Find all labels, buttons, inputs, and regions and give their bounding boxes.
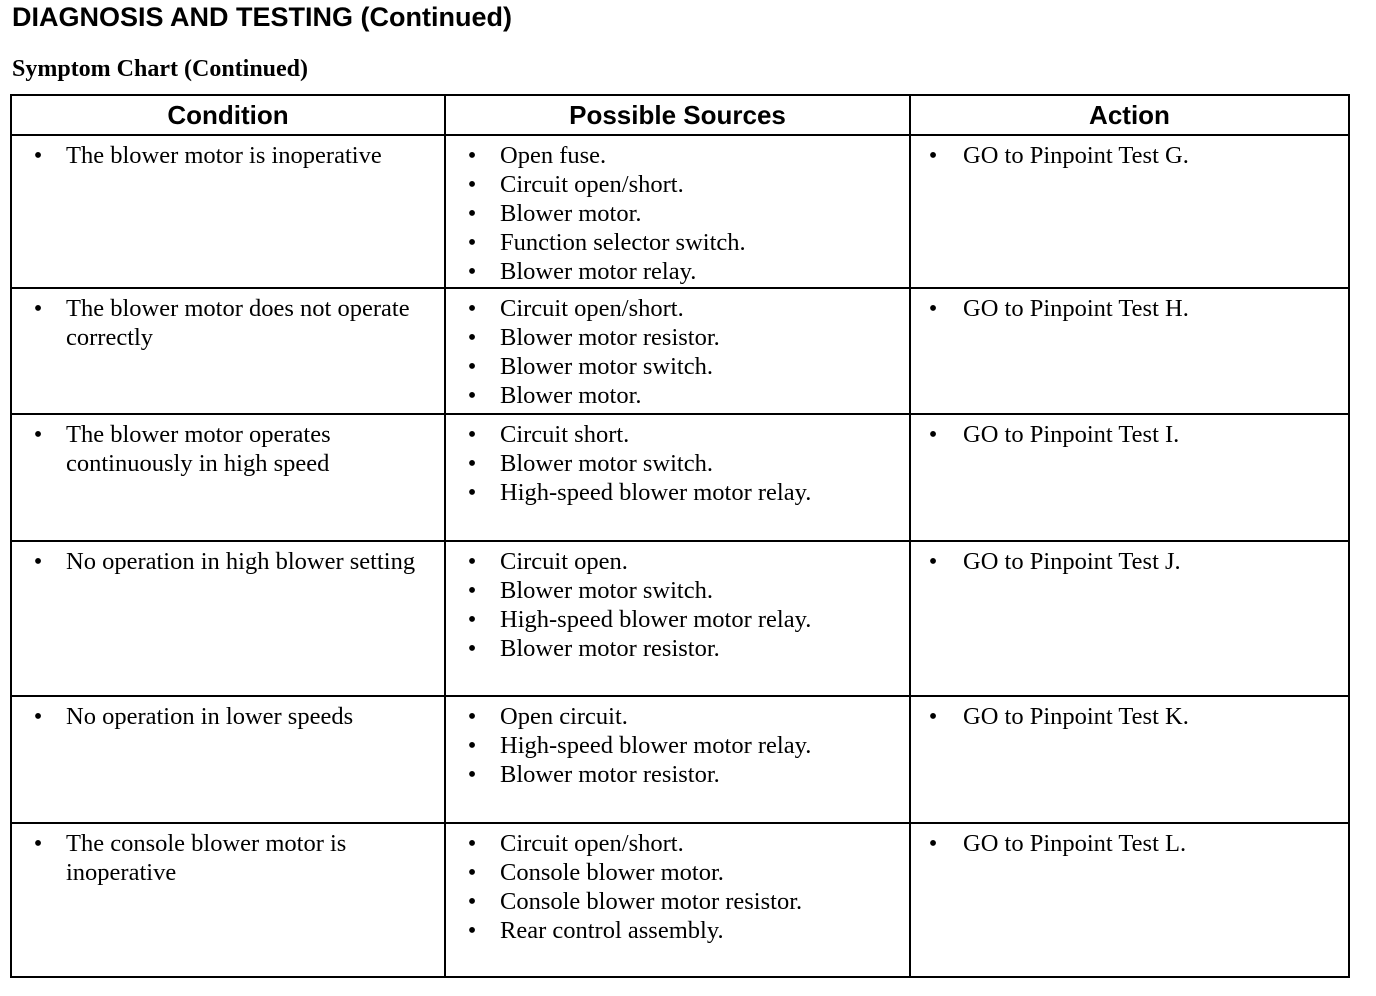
- list-item: [446, 352, 909, 381]
- list-item-text: Blower motor resistor.: [500, 324, 720, 351]
- list-item: [446, 257, 909, 286]
- list-item-text: Blower motor switch.: [500, 353, 713, 380]
- list-item-text: Circuit open/short.: [500, 171, 684, 198]
- bullet-icon: •: [467, 548, 477, 575]
- list-item: [446, 228, 909, 257]
- list-item: [446, 605, 909, 634]
- bullet-icon: •: [928, 830, 938, 857]
- bullet-icon: •: [467, 200, 477, 227]
- list-item-text: No operation in high blower setting: [66, 548, 416, 575]
- bullet-icon: •: [33, 830, 43, 857]
- table-row: [11, 541, 1349, 696]
- list-item-text: Function selector switch.: [500, 229, 746, 256]
- list-item-text: High-speed blower motor relay.: [500, 732, 812, 759]
- list-item: [12, 141, 444, 170]
- list-item: [12, 547, 444, 576]
- list-item: [446, 858, 909, 887]
- list-item: [446, 478, 909, 507]
- symptom-chart-table: [10, 94, 1350, 978]
- action-cell: [910, 135, 1349, 288]
- column-header-possible-sources: Possible Sources: [445, 95, 910, 135]
- bullet-list: [12, 547, 444, 576]
- bullet-icon: •: [467, 761, 477, 788]
- table-row: [11, 696, 1349, 823]
- list-item: [446, 449, 909, 478]
- bullet-icon: •: [928, 295, 938, 322]
- bullet-list: [911, 702, 1348, 731]
- possible-sources-cell: [445, 823, 910, 977]
- bullet-icon: •: [928, 703, 938, 730]
- list-item-text: Console blower motor.: [500, 859, 724, 886]
- list-item: [446, 576, 909, 605]
- list-item: [446, 547, 909, 576]
- bullet-list: [12, 420, 444, 478]
- symptom-chart-title: Symptom Chart (Continued): [12, 56, 309, 82]
- list-item-text: The blower motor is inoperative: [66, 142, 382, 169]
- column-header-condition: Condition: [11, 95, 445, 135]
- list-item: [446, 323, 909, 352]
- list-item-text: Rear control assembly.: [500, 917, 724, 944]
- list-item: [911, 294, 1348, 323]
- list-item-text: GO to Pinpoint Test H.: [963, 295, 1189, 322]
- list-item-text: The blower motor does not operate correctly: [66, 295, 410, 351]
- action-cell: [910, 414, 1349, 541]
- bullet-icon: •: [467, 888, 477, 915]
- table-row: [11, 135, 1349, 288]
- bullet-icon: •: [33, 548, 43, 575]
- bullet-icon: •: [33, 703, 43, 730]
- bullet-icon: •: [467, 732, 477, 759]
- action-cell: [910, 288, 1349, 414]
- list-item-text: GO to Pinpoint Test K.: [963, 703, 1189, 730]
- list-item-text: Circuit open/short.: [500, 295, 684, 322]
- bullet-icon: •: [928, 421, 938, 448]
- list-item-text: Blower motor.: [500, 200, 642, 227]
- list-item-text: Open circuit.: [500, 703, 628, 730]
- list-item: [911, 420, 1348, 449]
- bullet-list: [446, 420, 909, 507]
- list-item: [12, 294, 444, 352]
- bullet-list: [911, 829, 1348, 858]
- condition-cell: [11, 288, 445, 414]
- list-item-text: High-speed blower motor relay.: [500, 479, 812, 506]
- list-item-text: Console blower motor resistor.: [500, 888, 803, 915]
- bullet-icon: •: [467, 142, 477, 169]
- list-item: [446, 731, 909, 760]
- list-item-text: Blower motor relay.: [500, 258, 697, 285]
- bullet-icon: •: [467, 353, 477, 380]
- action-cell: [910, 696, 1349, 823]
- list-item: [12, 420, 444, 478]
- bullet-list: [911, 547, 1348, 576]
- list-item: [446, 420, 909, 449]
- list-item-text: Circuit open.: [500, 548, 628, 575]
- list-item-text: Circuit short.: [500, 421, 630, 448]
- possible-sources-cell: [445, 288, 910, 414]
- list-item: [446, 381, 909, 410]
- bullet-icon: •: [467, 606, 477, 633]
- bullet-list: [911, 141, 1348, 170]
- action-cell: [910, 823, 1349, 977]
- list-item-text: High-speed blower motor relay.: [500, 606, 812, 633]
- bullet-icon: •: [467, 171, 477, 198]
- bullet-icon: •: [33, 295, 43, 322]
- list-item-text: GO to Pinpoint Test I.: [963, 421, 1180, 448]
- list-item: [446, 829, 909, 858]
- table-row: [11, 288, 1349, 414]
- bullet-icon: •: [467, 295, 477, 322]
- possible-sources-cell: [445, 414, 910, 541]
- list-item: [12, 829, 444, 887]
- bullet-icon: •: [467, 635, 477, 662]
- bullet-icon: •: [467, 479, 477, 506]
- bullet-list: [12, 294, 444, 352]
- list-item-text: Blower motor.: [500, 382, 642, 409]
- bullet-list: [446, 141, 909, 286]
- list-item: [446, 634, 909, 663]
- possible-sources-cell: [445, 696, 910, 823]
- list-item: [446, 760, 909, 789]
- bullet-list: [446, 829, 909, 945]
- list-item-text: Open fuse.: [500, 142, 607, 169]
- list-item-text: Blower motor switch.: [500, 450, 713, 477]
- list-item: [446, 916, 909, 945]
- list-item: [446, 702, 909, 731]
- bullet-icon: •: [467, 258, 477, 285]
- list-item: [446, 294, 909, 323]
- list-item: [12, 702, 444, 731]
- bullet-icon: •: [33, 142, 43, 169]
- list-item-text: GO to Pinpoint Test J.: [963, 548, 1181, 575]
- bullet-icon: •: [467, 450, 477, 477]
- list-item: [911, 547, 1348, 576]
- condition-cell: [11, 541, 445, 696]
- bullet-list: [12, 829, 444, 887]
- list-item: [911, 829, 1348, 858]
- list-item: [446, 141, 909, 170]
- possible-sources-cell: [445, 135, 910, 288]
- action-cell: [910, 541, 1349, 696]
- list-item-text: The console blower motor is inoperative: [66, 830, 347, 886]
- list-item-text: Blower motor resistor.: [500, 761, 720, 788]
- bullet-icon: •: [33, 421, 43, 448]
- bullet-list: [911, 294, 1348, 323]
- bullet-list: [446, 547, 909, 663]
- column-header-action: Action: [910, 95, 1349, 135]
- bullet-icon: •: [467, 703, 477, 730]
- list-item: [911, 141, 1348, 170]
- bullet-icon: •: [467, 830, 477, 857]
- table-row: [11, 823, 1349, 977]
- bullet-list: [446, 294, 909, 410]
- possible-sources-cell: [445, 541, 910, 696]
- bullet-icon: •: [467, 382, 477, 409]
- page-title: DIAGNOSIS AND TESTING (Continued): [12, 2, 512, 32]
- list-item-text: GO to Pinpoint Test G.: [963, 142, 1189, 169]
- bullet-icon: •: [928, 142, 938, 169]
- list-item: [446, 887, 909, 916]
- list-item-text: No operation in lower speeds: [66, 703, 354, 730]
- condition-cell: [11, 696, 445, 823]
- list-item-text: Blower motor resistor.: [500, 635, 720, 662]
- bullet-list: [911, 420, 1348, 449]
- table-header-row: [11, 95, 1349, 135]
- bullet-list: [446, 702, 909, 789]
- table-body: [11, 135, 1349, 977]
- bullet-icon: •: [467, 229, 477, 256]
- bullet-list: [12, 141, 444, 170]
- condition-cell: [11, 414, 445, 541]
- bullet-icon: •: [467, 421, 477, 448]
- condition-cell: [11, 823, 445, 977]
- list-item: [446, 199, 909, 228]
- condition-cell: [11, 135, 445, 288]
- bullet-icon: •: [467, 577, 477, 604]
- table-row: [11, 414, 1349, 541]
- list-item-text: The blower motor operates continuously in high speed: [66, 421, 331, 477]
- list-item-text: Circuit open/short.: [500, 830, 684, 857]
- bullet-icon: •: [467, 324, 477, 351]
- bullet-list: [12, 702, 444, 731]
- bullet-icon: •: [467, 859, 477, 886]
- bullet-icon: •: [928, 548, 938, 575]
- list-item: [446, 170, 909, 199]
- list-item: [911, 702, 1348, 731]
- list-item-text: Blower motor switch.: [500, 577, 713, 604]
- bullet-icon: •: [467, 917, 477, 944]
- list-item-text: GO to Pinpoint Test L.: [963, 830, 1187, 857]
